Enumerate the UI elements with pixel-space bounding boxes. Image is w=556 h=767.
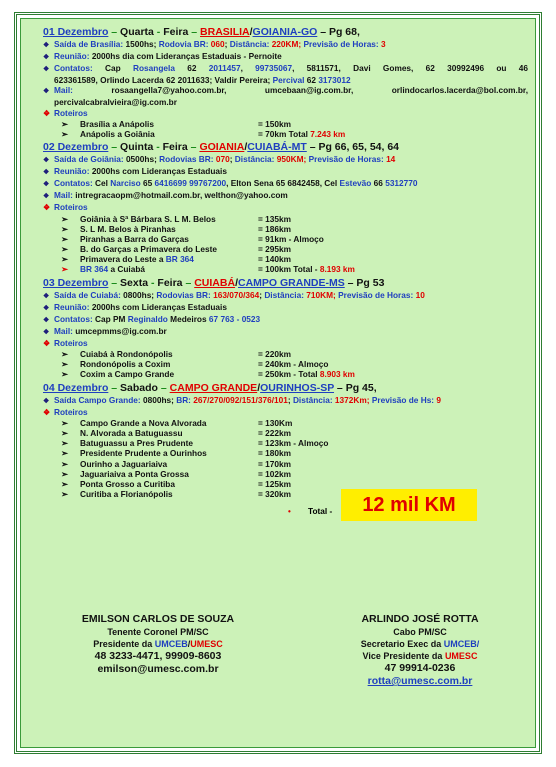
trip-detail-line [43, 395, 528, 407]
trip-detail-line [43, 39, 528, 51]
route-name: Presidente Prudente a Ourinhos [80, 448, 207, 459]
signer-org-2: Vice Presidente da UMESC [362, 651, 478, 661]
bullet-icon: ❖ [43, 169, 50, 177]
distance-text: = 220km [258, 349, 291, 360]
routes-label [43, 202, 528, 213]
grand-total-label: Total - [308, 506, 333, 517]
separator: - [148, 276, 158, 289]
route-name: Coxim a Campo Grande [80, 369, 175, 380]
detail-text: 0500hs; [125, 154, 160, 165]
bullet-icon: ❖ [43, 328, 50, 336]
arrow-icon: ➢ [61, 489, 68, 500]
bullet-icon: ❖ [43, 108, 51, 118]
separator: / [235, 276, 238, 289]
bullet-icon: ❖ [43, 203, 51, 213]
distance-text: = 130Km [258, 417, 293, 428]
detail-text: Previsão de Horas: [338, 289, 416, 300]
signer-email: emilson@umesc.com.br [97, 663, 219, 675]
arrow-icon: ➢ [61, 128, 68, 139]
detail-text: Reunião: [54, 51, 92, 62]
signer-name: ARLINDO JOSÉ ROTTA [361, 613, 479, 625]
bullet-icon: ❖ [43, 157, 50, 165]
detail-text: Previsão de Hs: [371, 394, 437, 405]
grand-total-box: 12 mil KM [341, 489, 477, 521]
arrow-icon: ➢ [61, 369, 68, 380]
route-name: Anápolis a Goiânia [80, 128, 155, 139]
route-name: Jaguariaiva a Ponta Grossa [80, 468, 189, 479]
distance-text: = 123km - Almoço [258, 438, 329, 449]
detail-text: Mail: [54, 85, 112, 96]
detail-text: 99735067 [255, 63, 293, 74]
route-distance [258, 224, 291, 234]
trip-origin: BRASILIA [200, 26, 250, 38]
document-page [14, 12, 542, 754]
route-name [80, 264, 145, 274]
detail-text: 66 [371, 178, 386, 189]
detail-text: Rodovia BR: [158, 39, 211, 49]
trip-weekday: Sexta [120, 276, 149, 289]
trip-header [43, 277, 528, 290]
bullet-icon: ❖ [43, 292, 50, 300]
trip-detail-line [43, 63, 528, 75]
arrow-icon: ➢ [61, 254, 68, 265]
detail-text: Cap [105, 63, 133, 74]
route-distance [258, 369, 355, 379]
detail-text: Medeiros [167, 313, 209, 324]
distance-text: = 70km Total [258, 128, 308, 139]
route-row [43, 369, 528, 379]
detail-text: 99767200 [189, 178, 227, 189]
separator: / [249, 26, 253, 38]
detail-text: Mail: [54, 325, 76, 336]
arrow-icon: ➢ [61, 417, 68, 428]
detail-text: Saída de Brasília: [54, 39, 126, 49]
detail-text: umcepmms@ig.com.br [75, 325, 167, 336]
route-name: N. Alvorada a Batuguassu [80, 428, 183, 439]
route-text: Primavera do Leste a [80, 254, 166, 265]
trip-detail-line [43, 154, 528, 166]
arrow-icon: ➢ [61, 223, 68, 234]
detail-text: Distância: [234, 154, 277, 165]
detail-text: Reginaldo [127, 313, 168, 324]
route-row [43, 119, 528, 129]
route-name: Batuguassu a Pres Prudente [80, 438, 193, 449]
trip-section [43, 141, 528, 275]
arrow-icon: ➢ [61, 349, 68, 360]
trip-pages: – Pg 68, [317, 26, 360, 38]
trip-destination: OURINHOS-SP [260, 381, 335, 394]
detail-text: 2000hs com Lideranças Estaduais [91, 166, 227, 177]
trip-detail-line [43, 97, 528, 107]
detail-text: 67 763 [208, 313, 235, 324]
bullet-icon: ❖ [43, 339, 51, 348]
trip-date: 01 Dezembro [43, 26, 109, 38]
signature-right [305, 613, 535, 688]
trip-destination: CAMPO GRANDE-MS [237, 276, 345, 289]
detail-text: Distância: [264, 289, 307, 300]
arrow-icon: ➢ [61, 458, 68, 469]
arrow-icon: ➢ [61, 359, 68, 370]
trip-date: 04 Dezembro [43, 381, 109, 394]
detail-text: , [240, 63, 256, 74]
route-highway: BR 364 [80, 264, 109, 275]
distance-text: = 295km [258, 244, 291, 255]
arrow-icon: ➢ [61, 438, 68, 449]
signer-phone: 47 99914-0236 [384, 662, 456, 674]
trip-section [43, 26, 528, 139]
separator: – [187, 141, 200, 154]
detail-text: Reunião: [54, 301, 92, 312]
separator: - [153, 141, 163, 154]
separator: – [108, 141, 121, 154]
route-distance [258, 264, 355, 274]
detail-text: 6416699 [154, 178, 187, 189]
distance-text: = 170km [258, 458, 291, 469]
route-row [43, 448, 528, 458]
bullet-icon: ❖ [43, 304, 50, 312]
route-name: Cuiabá à Rondonópolis [80, 349, 173, 360]
bullet-icon: ❖ [43, 316, 50, 324]
detail-text: 267/270/092/151/376/101 [193, 394, 288, 405]
route-total: 8.193 km [317, 264, 355, 275]
distance-text: = 91km - Almoço [258, 233, 324, 244]
detail-text: 220KM; [271, 39, 304, 49]
trip-weekday-suffix: Feira [157, 276, 183, 289]
trip-pages: – Pg 66, 65, 54, 64 [306, 141, 400, 154]
route-distance [258, 448, 291, 458]
itinerary [43, 26, 528, 519]
route-name [80, 254, 194, 264]
detail-text: 0800hs; [123, 289, 157, 300]
detail-text: Cel [95, 178, 111, 189]
trip-origin: GOIANIA [199, 141, 245, 154]
routes-label [43, 108, 528, 119]
route-highway: BR 364 [165, 254, 194, 265]
trip-weekday-suffix: Feira [163, 26, 189, 38]
bullet-icon: ❖ [43, 407, 51, 417]
detail-text: 62 [174, 63, 209, 74]
route-row [43, 129, 528, 139]
trip-weekday: Sabado [120, 381, 158, 394]
signer-rank: Cabo PM/SC [393, 627, 447, 637]
detail-text: intregracaopm@hotmail.com.br, welthon@yahoo.com [75, 190, 288, 201]
trip-detail-line [43, 85, 528, 97]
bullet-icon: • [288, 507, 291, 517]
route-name: B. do Garças a Primavera do Leste [80, 244, 217, 255]
bullet-icon: ❖ [43, 397, 50, 405]
routes-heading: Roteiros [54, 107, 88, 118]
arrow-icon: ➢ [61, 244, 68, 255]
route-name: Brasília a Anápolis [80, 118, 154, 129]
route-total: 8.903 km [317, 369, 355, 380]
route-row [43, 418, 528, 428]
document-panel [20, 18, 536, 748]
route-distance [258, 418, 292, 428]
detail-text: ; [259, 289, 265, 300]
detail-text: 2000hs dia com Lideranças Estaduais - Pernoite [91, 51, 282, 62]
arrow-icon: ➢ [61, 448, 68, 459]
route-row [43, 234, 528, 244]
signer-rank: Tenente Coronel PM/SC [107, 627, 209, 637]
trip-destination: GOIANIA-GO [252, 26, 318, 38]
route-text: a Cuiabá [108, 264, 146, 275]
route-name: Goiânia à Sª Bárbara S. L M. Belos [80, 213, 216, 224]
detail-text: 5312770 [385, 178, 418, 189]
trip-header [43, 382, 528, 395]
route-row [43, 244, 528, 254]
distance-text: = 102km [258, 468, 291, 479]
trip-detail-line [43, 190, 528, 202]
signer-name: EMILSON CARLOS DE SOUZA [81, 613, 235, 625]
detail-text: 65 [140, 178, 155, 189]
distance-text: = 320km [258, 489, 291, 500]
trip-detail-line [43, 178, 528, 190]
route-name: Ourinho a Jaguariaiva [80, 458, 168, 469]
separator: - [153, 26, 164, 38]
detail-text: Cap PM [95, 313, 128, 324]
detail-text: 3 [381, 39, 386, 49]
route-name: Piranhas a Barra do Garças [80, 233, 189, 244]
route-row [43, 349, 528, 359]
detail-text: Rosangela [132, 63, 175, 74]
separator: – [157, 381, 170, 394]
routes-label [43, 407, 528, 418]
route-row [43, 459, 528, 469]
detail-text: 2000hs com Lideranças Estaduais [91, 301, 227, 312]
arrow-icon: ➢ [61, 428, 68, 439]
route-distance [258, 469, 291, 479]
separator: – [108, 276, 121, 289]
distance-text: = 125km [258, 478, 291, 489]
route-distance [258, 119, 291, 129]
trip-destination: CUIABÁ-MT [247, 141, 307, 154]
bullet-icon: ❖ [43, 54, 50, 62]
trip-detail-line [43, 290, 528, 302]
signature-left [43, 613, 273, 676]
route-name: Campo Grande a Nova Alvorada [80, 417, 207, 428]
trip-header [43, 141, 528, 154]
detail-text: ; [287, 394, 293, 405]
detail-text: Rodovias BR: [156, 289, 214, 300]
detail-text: ; [224, 39, 230, 49]
route-name: Rondonópolis a Coxim [80, 359, 171, 370]
separator: / [244, 141, 248, 154]
arrow-icon: ➢ [61, 264, 68, 275]
detail-text: percivalcabralvieira@ig.com.br [54, 97, 177, 108]
trip-pages: – Pg 53 [344, 276, 385, 289]
detail-text: 1500hs; [125, 39, 159, 49]
route-distance [258, 359, 328, 369]
trip-weekday-suffix: Feira [162, 141, 188, 154]
route-distance [258, 459, 291, 469]
detail-text: Contatos: [54, 313, 96, 324]
route-distance [258, 129, 345, 139]
detail-text: ; [229, 154, 235, 165]
trip-date: 02 Dezembro [43, 141, 109, 154]
distance-text: = 135km [258, 213, 291, 224]
route-distance [258, 489, 291, 499]
detail-text: BR: [176, 394, 194, 405]
trip-detail-line [43, 326, 528, 338]
detail-text: Reunião: [54, 166, 92, 177]
bullet-icon: ❖ [43, 42, 50, 49]
detail-text: 10 [415, 289, 425, 300]
detail-text: 0800hs; [142, 394, 177, 405]
bullet-icon: ❖ [43, 193, 50, 201]
detail-text: Saída de Goiânia: [54, 154, 126, 165]
arrow-icon: ➢ [61, 233, 68, 244]
distance-text: = 222km [258, 428, 291, 439]
detail-text: - [234, 313, 242, 324]
detail-text: , Elton Sena 65 6842458, Cel [226, 178, 340, 189]
trip-detail-line [43, 51, 528, 63]
trip-pages: – Pg 45, [334, 381, 377, 394]
distance-text: = 100km Total - [258, 264, 318, 275]
separator: / [257, 381, 261, 394]
trip-section [43, 277, 528, 380]
bullet-icon: ❖ [43, 181, 50, 189]
detail-text: 623361589, Orlindo Lacerda 62 2011633; Valdir Pereira; [54, 75, 273, 86]
distance-text: = 180km [258, 448, 291, 459]
detail-text: Saída Campo Grande: [54, 394, 143, 405]
detail-text: Rodovias BR: [159, 154, 216, 165]
distance-text: = 186km [258, 223, 291, 234]
trip-weekday: Quinta [120, 141, 154, 154]
detail-text: 060 [210, 39, 225, 49]
detail-text: Distância: [229, 39, 272, 49]
route-distance [258, 438, 328, 448]
separator: – [182, 276, 195, 289]
detail-text: 2011457 [208, 63, 241, 74]
arrow-icon: ➢ [61, 118, 68, 129]
detail-text: rosaangella7@yahoo.com.br, umcebaan@ig.com.br, orlindocarlos.lacerda@bol.com.br, [111, 85, 528, 96]
arrow-icon: ➢ [61, 213, 68, 224]
detail-text: 3173012 [318, 75, 351, 86]
distance-text: = 140km [258, 254, 291, 265]
route-row [43, 224, 528, 234]
detail-text: 710KM; [306, 289, 339, 300]
trip-detail-line [43, 75, 528, 85]
distance-text: = 150km [258, 118, 291, 129]
route-row [43, 469, 528, 479]
route-distance [258, 428, 291, 438]
detail-text: Distância: [292, 394, 335, 405]
route-distance [258, 244, 291, 254]
separator: – [108, 26, 121, 38]
signer-org: Secretario Exec da UMCEB/ [360, 639, 480, 649]
detail-text: Previsão de Horas: [303, 39, 381, 49]
route-total: 7.243 km [307, 128, 346, 139]
detail-text: 62 [304, 75, 319, 86]
route-row [43, 214, 528, 224]
detail-text: Previsão de Horas: [308, 154, 387, 165]
trip-date: 03 Dezembro [43, 276, 109, 289]
trip-header [43, 26, 528, 39]
detail-text: , 5811571, Davi Gomes, 62 30992496 ou 46 [292, 63, 528, 74]
route-row [43, 359, 528, 369]
route-distance [258, 254, 291, 264]
trip-detail-line [43, 166, 528, 178]
route-row [43, 479, 528, 489]
detail-text: Narciso [110, 178, 141, 189]
detail-text: 14 [386, 154, 396, 165]
detail-text: 070 [215, 154, 230, 165]
signer-phone: 48 3233-4471, 99909-8603 [94, 650, 222, 662]
route-row [43, 254, 528, 264]
route-row [43, 428, 528, 438]
trip-detail-line [43, 302, 528, 314]
signer-org: Presidente da UMCEB/UMESC [93, 639, 223, 649]
detail-text: 0523 [241, 313, 261, 324]
detail-text: Estevão [339, 178, 372, 189]
route-name: S. L M. Belos à Piranhas [80, 223, 176, 234]
trip-weekday: Quarta [120, 26, 154, 38]
trip-detail-line [43, 314, 528, 326]
routes-heading: Roteiros [54, 406, 88, 417]
separator: – [108, 381, 121, 394]
routes-heading: Roteiros [54, 202, 88, 213]
detail-text: Saída de Cuiabá: [54, 289, 124, 300]
route-row [43, 264, 528, 274]
route-distance [258, 234, 324, 244]
route-distance [258, 349, 291, 359]
detail-text: 9 [436, 394, 441, 405]
route-distance [258, 479, 291, 489]
distance-text: = 240km - Almoço [258, 359, 329, 370]
trip-section [43, 382, 528, 518]
trip-origin: CUIABÁ [194, 276, 236, 289]
separator: – [188, 26, 201, 38]
distance-text: = 250km - Total [258, 369, 318, 380]
detail-text: Contatos: [54, 178, 96, 189]
detail-text: 950KM; [276, 154, 309, 165]
bullet-icon: ❖ [43, 66, 50, 74]
bullet-icon: ❖ [43, 88, 50, 96]
arrow-icon: ➢ [61, 468, 68, 479]
route-row [43, 438, 528, 448]
arrow-icon: ➢ [61, 478, 68, 489]
detail-text: Mail: [54, 190, 76, 201]
detail-text: 163/070/364 [213, 289, 260, 300]
routes-label [43, 338, 528, 349]
detail-text: Contatos: [54, 63, 105, 74]
trip-origin: CAMPO GRANDE [169, 381, 258, 394]
route-name: Curitiba a Florianópolis [80, 489, 173, 500]
signer-email-link[interactable]: rotta@umesc.com.br [367, 675, 473, 687]
route-name: Ponta Grosso a Curitiba [80, 478, 175, 489]
detail-text: Percival [272, 75, 305, 86]
detail-text: 1372Km; [334, 394, 372, 405]
route-distance [258, 214, 291, 224]
routes-heading: Roteiros [54, 338, 88, 348]
